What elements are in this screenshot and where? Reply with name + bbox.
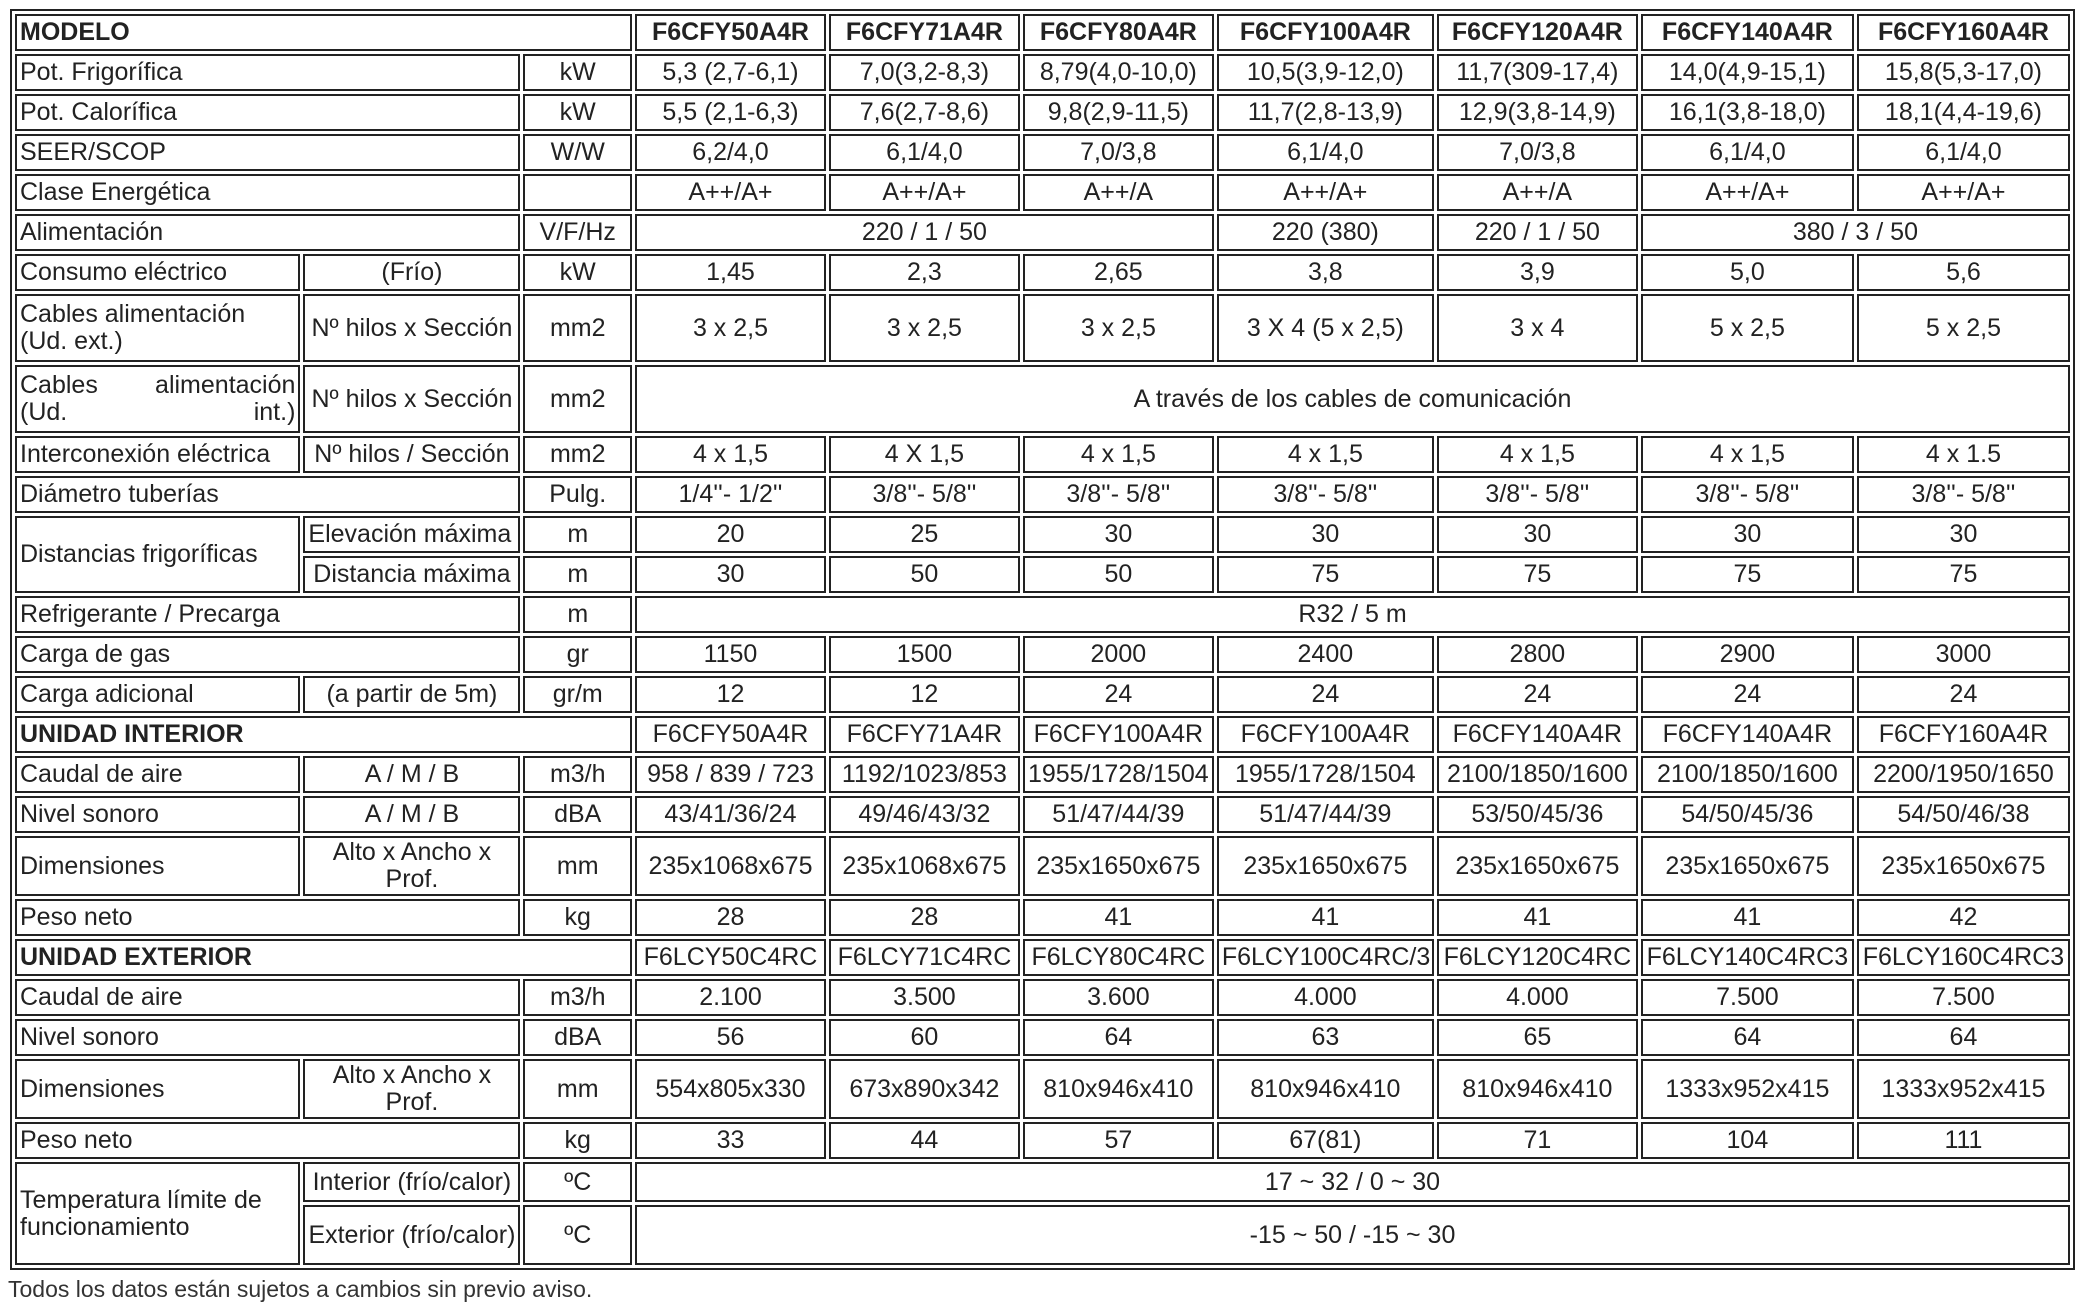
header-modelo: MODELO [15,14,632,51]
unit-cell: mm2 [523,365,632,433]
value-cell: 235x1650x675 [1857,836,2070,896]
value-cell: 220 / 1 / 50 [1437,214,1638,251]
value-cell: 235x1650x675 [1217,836,1434,896]
value-cell: 4 x 1,5 [1437,436,1638,473]
value-cell: 64 [1857,1019,2070,1056]
value-cell: 3.500 [829,979,1020,1016]
row-label: Peso neto [15,1122,520,1159]
sub-label: Exterior (frío/calor) [303,1205,520,1265]
unit-cell: m [523,556,632,593]
value-cell: 41 [1023,899,1214,936]
value-cell: 30 [1217,516,1434,553]
value-cell: 235x1650x675 [1437,836,1638,896]
model-cell: F6CFY100A4R [1023,716,1214,753]
value-cell: 28 [829,899,1020,936]
value-cell: 4.000 [1437,979,1638,1016]
row-label: Clase Energética [15,174,520,211]
value-cell: A++/A [1023,174,1214,211]
value-cell: R32 / 5 m [635,596,2070,633]
value-cell: 30 [635,556,826,593]
row-temp-interior [15,1162,2070,1202]
value-cell: 7,0/3,8 [1023,134,1214,171]
value-cell: A++/A [1437,174,1638,211]
row-label: Nivel sonoro [15,796,300,833]
value-cell: 63 [1217,1019,1434,1056]
row-label: Pot. Frigorífica [15,54,520,91]
value-cell: 10,5(3,9-12,0) [1217,54,1434,91]
sub-label: Distancia máxima [303,556,520,593]
value-cell: 2,65 [1023,254,1214,291]
value-cell: 67(81) [1217,1122,1434,1159]
value-cell: 41 [1437,899,1638,936]
spec-sheet [10,9,2075,1303]
value-cell: 3 x 4 [1437,294,1638,362]
value-cell: 1150 [635,636,826,673]
row-label: Interconexión eléctrica [15,436,300,473]
unit-cell: dBA [523,1019,632,1056]
model-col: F6CFY160A4R [1857,14,2070,51]
value-cell: 20 [635,516,826,553]
unit-cell: kW [523,54,632,91]
value-cell: 2.100 [635,979,826,1016]
model-cell: F6LCY120C4RC [1437,939,1638,976]
value-cell: 41 [1217,899,1434,936]
value-cell: 24 [1437,676,1638,713]
row-label: Cables alimentación (Ud. ext.) [15,294,300,362]
row-ext-dimensiones [15,1059,2070,1119]
value-cell: 2000 [1023,636,1214,673]
model-cell: F6LCY160C4RC3 [1857,939,2070,976]
value-cell: 4 x 1,5 [1217,436,1434,473]
sub-label: (a partir de 5m) [303,676,520,713]
row-label: Refrigerante / Precarga [15,596,520,633]
row-label: Dimensiones [15,1059,300,1119]
value-cell: 28 [635,899,826,936]
row-ext-peso [15,1122,2070,1159]
model-cell: F6CFY100A4R [1217,716,1434,753]
value-cell: 50 [1023,556,1214,593]
value-cell: 3 x 2,5 [635,294,826,362]
value-cell: 7,6(2,7-8,6) [829,94,1020,131]
unit-cell: V/F/Hz [523,214,632,251]
unit-cell: kW [523,94,632,131]
unit-cell: kW [523,254,632,291]
value-cell: 5,0 [1641,254,1854,291]
section-header-exterior: UNIDAD EXTERIOR [15,939,632,976]
value-cell: 4 x 1.5 [1857,436,2070,473]
row-label: Carga adicional [15,676,300,713]
value-cell: 51/47/44/39 [1023,796,1214,833]
sub-label: Nº hilos x Sección [303,294,520,362]
model-cell: F6LCY100C4RC/3 [1217,939,1434,976]
value-cell: 8,79(4,0-10,0) [1023,54,1214,91]
sub-label: (Frío) [303,254,520,291]
section-header-interior: UNIDAD INTERIOR [15,716,632,753]
value-cell: 75 [1857,556,2070,593]
value-cell: 75 [1217,556,1434,593]
row-label: Consumo eléctrico [15,254,300,291]
footnote: Todos los datos están sujetos a cambios sin previo aviso. [8,1276,593,1302]
value-cell: 104 [1641,1122,1854,1159]
sub-label: Alto x Ancho x Prof. [303,836,520,896]
row-carga-adicional [15,676,2070,713]
row-label: SEER/SCOP [15,134,520,171]
row-consumo-electrico [15,254,2070,291]
row-ext-caudal [15,979,2070,1016]
value-cell: 810x946x410 [1217,1059,1434,1119]
value-cell: 64 [1641,1019,1854,1056]
value-cell: 49/46/43/32 [829,796,1020,833]
unit-cell: gr/m [523,676,632,713]
model-cell: F6LCY140C4RC3 [1641,939,1854,976]
value-cell: 111 [1857,1122,2070,1159]
value-cell: 5 x 2,5 [1641,294,1854,362]
value-cell: A++/A+ [1857,174,2070,211]
unit-cell [523,174,632,211]
value-cell: 1955/1728/1504 [1023,756,1214,793]
value-cell: A través de los cables de comunicación [635,365,2070,433]
unit-cell: mm [523,1059,632,1119]
unit-cell: mm [523,836,632,896]
value-cell: 220 / 1 / 50 [635,214,1214,251]
row-label: Dimensiones [15,836,300,896]
value-cell: 235x1650x675 [1023,836,1214,896]
row-label: Caudal de aire [15,756,300,793]
row-label: Temperatura límite de funcionamiento [15,1162,300,1265]
value-cell: 50 [829,556,1020,593]
value-cell: 44 [829,1122,1020,1159]
unit-cell: dBA [523,796,632,833]
value-cell: 3/8''- 5/8'' [1857,476,2070,513]
unit-cell: m3/h [523,756,632,793]
row-label: Carga de gas [15,636,520,673]
row-unidad-interior [15,716,2070,753]
value-cell: 16,1(3,8-18,0) [1641,94,1854,131]
value-cell: 235x1650x675 [1641,836,1854,896]
row-interconexion [15,436,2070,473]
row-pot-frigorifica [15,54,2070,91]
value-cell: 51/47/44/39 [1217,796,1434,833]
value-cell: 54/50/46/38 [1857,796,2070,833]
value-cell: 3/8''- 5/8'' [829,476,1020,513]
value-cell: 810x946x410 [1023,1059,1214,1119]
value-cell: 3/8''- 5/8'' [1437,476,1638,513]
row-distancia-maxima [15,556,2070,593]
unit-cell: gr [523,636,632,673]
value-cell: 15,8(5,3-17,0) [1857,54,2070,91]
unit-cell: ºC [523,1162,632,1202]
value-cell: 43/41/36/24 [635,796,826,833]
unit-cell: mm2 [523,436,632,473]
row-modelo [15,14,2070,51]
value-cell: 554x805x330 [635,1059,826,1119]
model-col: F6CFY120A4R [1437,14,1638,51]
row-int-dimensiones [15,836,2070,896]
value-cell: 220 (380) [1217,214,1434,251]
row-refrigerante [15,596,2070,633]
sub-label: Interior (frío/calor) [303,1162,520,1202]
value-cell: 54/50/45/36 [1641,796,1854,833]
unit-cell: W/W [523,134,632,171]
value-cell: 3 x 2,5 [1023,294,1214,362]
value-cell: 3 x 2,5 [829,294,1020,362]
sub-label: A / M / B [303,756,520,793]
row-label: Diámetro tuberías [15,476,520,513]
unit-cell: ºC [523,1205,632,1265]
value-cell: 33 [635,1122,826,1159]
value-cell: 2900 [1641,636,1854,673]
value-cell: A++/A+ [1217,174,1434,211]
value-cell: 1/4''- 1/2'' [635,476,826,513]
row-diametro [15,476,2070,513]
value-cell: 4 X 1,5 [829,436,1020,473]
unit-cell: m [523,596,632,633]
value-cell: 2400 [1217,636,1434,673]
value-cell: 30 [1641,516,1854,553]
value-cell: 6,1/4,0 [829,134,1020,171]
row-alimentacion [15,214,2070,251]
value-cell: 5 x 2,5 [1857,294,2070,362]
value-cell: 57 [1023,1122,1214,1159]
sub-label: Nº hilos x Sección [303,365,520,433]
spec-table [10,9,2075,1270]
value-cell: 75 [1437,556,1638,593]
value-cell: 11,7(309-17,4) [1437,54,1638,91]
row-ext-nivel [15,1019,2070,1056]
row-int-nivel [15,796,2070,833]
value-cell: 2100/1850/1600 [1437,756,1638,793]
value-cell: 4.000 [1217,979,1434,1016]
value-cell: 2100/1850/1600 [1641,756,1854,793]
value-cell: 3,9 [1437,254,1638,291]
value-cell: 71 [1437,1122,1638,1159]
row-pot-calorifica [15,94,2070,131]
value-cell: 3.600 [1023,979,1214,1016]
value-cell: 11,7(2,8-13,9) [1217,94,1434,131]
row-label: Alimentación [15,214,520,251]
sub-label: Nº hilos / Sección [303,436,520,473]
value-cell: 24 [1857,676,2070,713]
row-seer-scop [15,134,2070,171]
value-cell: 3000 [1857,636,2070,673]
row-label: Pot. Calorífica [15,94,520,131]
value-cell: 3,8 [1217,254,1434,291]
model-col: F6CFY71A4R [829,14,1020,51]
value-cell: 24 [1023,676,1214,713]
value-cell: 75 [1641,556,1854,593]
value-cell: 5,5 (2,1-6,3) [635,94,826,131]
model-col: F6CFY80A4R [1023,14,1214,51]
unit-cell: mm2 [523,294,632,362]
model-cell: F6CFY140A4R [1437,716,1638,753]
row-label: Caudal de aire [15,979,520,1016]
value-cell: 30 [1857,516,2070,553]
value-cell: 235x1068x675 [635,836,826,896]
model-cell: F6CFY71A4R [829,716,1020,753]
unit-cell: m [523,516,632,553]
row-label: Nivel sonoro [15,1019,520,1056]
model-col: F6CFY100A4R [1217,14,1434,51]
value-cell: 56 [635,1019,826,1056]
value-cell: 1192/1023/853 [829,756,1020,793]
sub-label: A / M / B [303,796,520,833]
value-cell: 4 x 1,5 [1641,436,1854,473]
model-cell: F6LCY50C4RC [635,939,826,976]
value-cell: 7.500 [1641,979,1854,1016]
value-cell: 6,2/4,0 [635,134,826,171]
row-clase-energetica [15,174,2070,211]
unit-cell: kg [523,899,632,936]
unit-cell: kg [523,1122,632,1159]
value-cell: 3/8''- 5/8'' [1023,476,1214,513]
value-cell: 4 x 1,5 [1023,436,1214,473]
value-cell: 6,1/4,0 [1641,134,1854,171]
row-label: Cables alimentación (Ud. int.) [15,365,300,433]
value-cell: 5,6 [1857,254,2070,291]
value-cell: 2,3 [829,254,1020,291]
row-cables-int [15,365,2070,433]
value-cell: 64 [1023,1019,1214,1056]
value-cell: 1500 [829,636,1020,673]
row-cables-ext [15,294,2070,362]
value-cell: 18,1(4,4-19,6) [1857,94,2070,131]
value-cell: A++/A+ [829,174,1020,211]
row-label: Peso neto [15,899,520,936]
value-cell: 3/8''- 5/8'' [1641,476,1854,513]
value-cell: 12 [635,676,826,713]
value-cell: 810x946x410 [1437,1059,1638,1119]
value-cell: -15 ~ 50 / -15 ~ 30 [635,1205,2070,1265]
value-cell: 6,1/4,0 [1217,134,1434,171]
value-cell: 2200/1950/1650 [1857,756,2070,793]
row-label: Distancias frigoríficas [15,516,300,593]
row-int-caudal [15,756,2070,793]
unit-cell: m3/h [523,979,632,1016]
value-cell: 17 ~ 32 / 0 ~ 30 [635,1162,2070,1202]
value-cell: 1955/1728/1504 [1217,756,1434,793]
model-cell: F6LCY80C4RC [1023,939,1214,976]
value-cell: 1,45 [635,254,826,291]
value-cell: 5,3 (2,7-6,1) [635,54,826,91]
value-cell: 4 x 1,5 [635,436,826,473]
value-cell: 53/50/45/36 [1437,796,1638,833]
model-col: F6CFY50A4R [635,14,826,51]
model-cell: F6CFY140A4R [1641,716,1854,753]
row-int-peso [15,899,2070,936]
model-col: F6CFY140A4R [1641,14,1854,51]
value-cell: 25 [829,516,1020,553]
value-cell: 6,1/4,0 [1857,134,2070,171]
row-carga-gas [15,636,2070,673]
value-cell: 380 / 3 / 50 [1641,214,2070,251]
value-cell: 1333x952x415 [1641,1059,1854,1119]
value-cell: A++/A+ [1641,174,1854,211]
value-cell: 958 / 839 / 723 [635,756,826,793]
value-cell: 24 [1217,676,1434,713]
value-cell: 41 [1641,899,1854,936]
value-cell: 12 [829,676,1020,713]
unit-cell: Pulg. [523,476,632,513]
value-cell: 14,0(4,9-15,1) [1641,54,1854,91]
value-cell: 235x1068x675 [829,836,1020,896]
value-cell: 9,8(2,9-11,5) [1023,94,1214,131]
model-cell: F6CFY160A4R [1857,716,2070,753]
row-temp-exterior [15,1205,2070,1265]
value-cell: 3/8''- 5/8'' [1217,476,1434,513]
value-cell: A++/A+ [635,174,826,211]
row-unidad-exterior [15,939,2070,976]
value-cell: 3 X 4 (5 x 2,5) [1217,294,1434,362]
sub-label: Elevación máxima [303,516,520,553]
value-cell: 12,9(3,8-14,9) [1437,94,1638,131]
value-cell: 1333x952x415 [1857,1059,2070,1119]
value-cell: 30 [1437,516,1638,553]
value-cell: 60 [829,1019,1020,1056]
model-cell: F6CFY50A4R [635,716,826,753]
value-cell: 7,0(3,2-8,3) [829,54,1020,91]
model-cell: F6LCY71C4RC [829,939,1020,976]
value-cell: 7.500 [1857,979,2070,1016]
value-cell: 42 [1857,899,2070,936]
value-cell: 30 [1023,516,1214,553]
value-cell: 65 [1437,1019,1638,1056]
row-elevacion-maxima [15,516,2070,553]
sub-label: Alto x Ancho x Prof. [303,1059,520,1119]
value-cell: 7,0/3,8 [1437,134,1638,171]
value-cell: 2800 [1437,636,1638,673]
value-cell: 673x890x342 [829,1059,1020,1119]
value-cell: 24 [1641,676,1854,713]
